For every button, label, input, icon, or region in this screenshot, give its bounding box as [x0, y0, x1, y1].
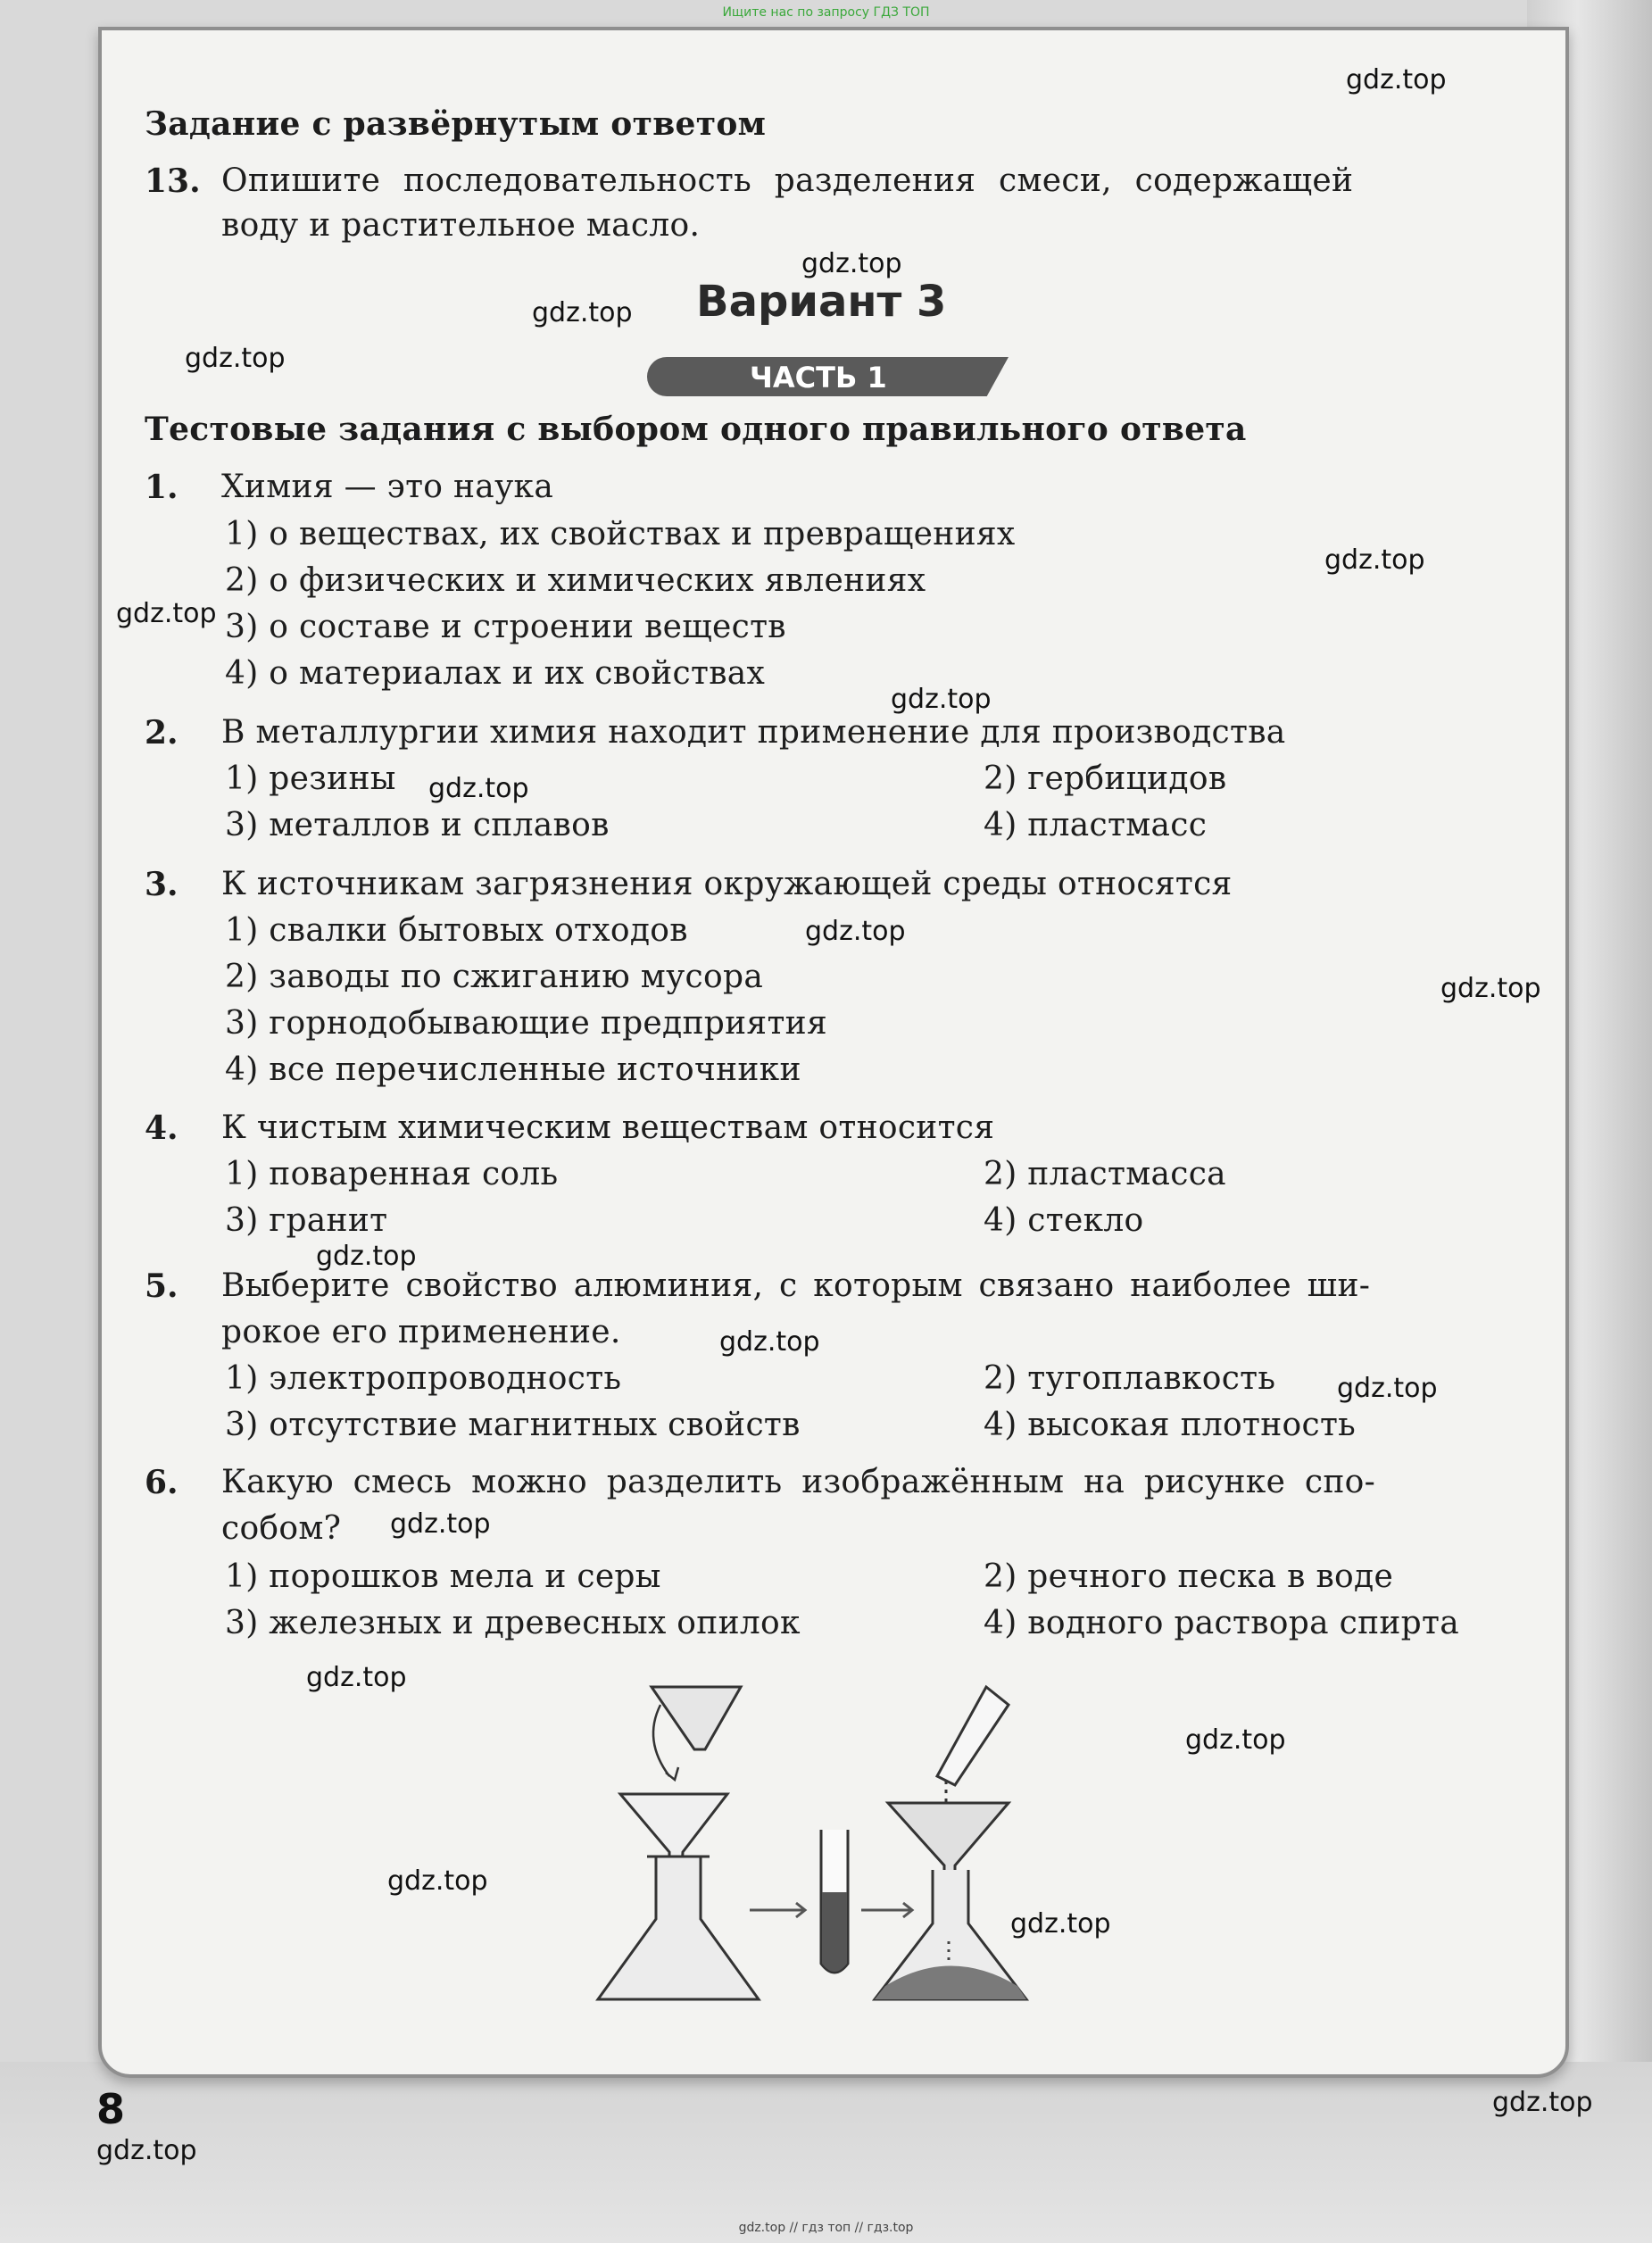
q6-option-1: 1) порошков мела и серы — [225, 1558, 661, 1595]
q1-option-2: 2) о физических и химических явлениях — [225, 562, 926, 599]
q4-option-1: 1) поваренная соль — [225, 1156, 559, 1192]
q4-number: 4. — [145, 1109, 178, 1147]
background-bottom — [0, 2062, 1652, 2243]
watermark: gdz.top — [1337, 1373, 1438, 1404]
q6-text-line1: Какую смесь можно разделить изображённым на рисунке спо- — [221, 1464, 1376, 1500]
watermark: gdz.top — [387, 1865, 488, 1897]
watermark: gdz.top — [801, 248, 902, 279]
q5-number: 5. — [145, 1267, 178, 1305]
q5-option-1: 1) электропроводность — [225, 1360, 622, 1397]
q6-text-line2: собом? — [221, 1510, 342, 1547]
section-test-heading: Тестовые задания с выбором одного правильного ответа — [145, 411, 1247, 448]
watermark: gdz.top — [891, 684, 992, 715]
q2-text: В металлургии химия находит применение для производства — [221, 714, 1286, 751]
q4-option-2: 2) пластмасса — [984, 1156, 1226, 1192]
watermark: gdz.top — [805, 916, 906, 947]
watermark: gdz.top — [1324, 544, 1425, 576]
q2-option-1: 1) резины — [225, 760, 396, 797]
q5-text-line2: рокое его применение. — [221, 1314, 621, 1350]
q1-number: 1. — [145, 469, 178, 506]
top-note: Ищите нас по запросу ГДЗ ТОП — [722, 5, 930, 20]
watermark: gdz.top — [1440, 973, 1541, 1004]
watermark: gdz.top — [390, 1508, 491, 1540]
watermark: gdz.top — [1185, 1724, 1286, 1756]
watermark: gdz.top — [1492, 2087, 1593, 2118]
filtration-illustration — [535, 1669, 1035, 2008]
q1-option-3: 3) о составе и строении веществ — [225, 609, 786, 645]
q4-option-3: 3) гранит — [225, 1202, 388, 1239]
conical-flask-icon — [598, 1857, 759, 1999]
q1-option-4: 4) о материалах и их свойствах — [225, 655, 766, 692]
q5-option-2: 2) тугоплавкость — [984, 1360, 1276, 1397]
watermark: gdz.top — [185, 343, 286, 374]
page-number: 8 — [96, 2085, 126, 2133]
watermark: gdz.top — [428, 773, 529, 804]
q3-number: 3. — [145, 866, 178, 903]
q2-option-2: 2) гербицидов — [984, 760, 1227, 797]
watermark: gdz.top — [96, 2135, 197, 2166]
bottom-note: gdz.top // гдз топ // гдз.top — [738, 2221, 914, 2235]
section-expanded-heading: Задание с развёрнутым ответом — [145, 105, 767, 143]
q4-text: К чистым химическим веществам относится — [221, 1109, 995, 1146]
pouring-tube-icon — [937, 1687, 1009, 1785]
q2-option-4: 4) пластмасс — [984, 807, 1208, 843]
q3-option-4: 4) все перечисленные источники — [225, 1051, 801, 1088]
q13-text-line2: воду и растительное масло. — [221, 207, 701, 244]
watermark: gdz.top — [532, 297, 633, 328]
q1-option-1: 1) о веществах, их свойствах и превращениях — [225, 516, 1016, 552]
q1-text: Химия — это наука — [221, 469, 554, 505]
part-label: ЧАСТЬ 1 — [750, 361, 887, 395]
q6-option-3: 3) железных и древесных опилок — [225, 1605, 801, 1641]
watermark: gdz.top — [306, 1662, 407, 1693]
watermark: gdz.top — [1346, 64, 1447, 96]
watermark: gdz.top — [116, 598, 217, 629]
q4-option-4: 4) стекло — [984, 1202, 1144, 1239]
watermark: gdz.top — [316, 1241, 417, 1272]
q5-option-4: 4) высокая плотность — [984, 1407, 1357, 1443]
q6-option-4: 4) водного раствора спирта — [984, 1605, 1459, 1641]
q5-text-line1: Выберите свойство алюминия, с которым связано наиболее ши- — [221, 1267, 1371, 1304]
q3-option-3: 3) горнодобывающие предприятия — [225, 1005, 827, 1042]
q13-text-line1: Опишите последовательность разделения смеси, содержащей — [221, 162, 1354, 199]
q3-text: К источникам загрязнения окружающей среды относятся — [221, 866, 1233, 902]
variant-title: Вариант 3 — [696, 277, 947, 327]
q5-option-3: 3) отсутствие магнитных свойств — [225, 1407, 801, 1443]
q6-number: 6. — [145, 1464, 178, 1501]
q3-option-1: 1) свалки бытовых отходов — [225, 912, 688, 949]
watermark: gdz.top — [719, 1326, 820, 1358]
q13-number: 13. — [145, 162, 201, 200]
q3-option-2: 2) заводы по сжиганию мусора — [225, 959, 764, 995]
watermark: gdz.top — [1010, 1908, 1111, 1940]
q2-option-3: 3) металлов и сплавов — [225, 807, 610, 843]
filter-paper-cone-icon — [652, 1687, 741, 1749]
q2-number: 2. — [145, 714, 178, 752]
q6-option-2: 2) речного песка в воде — [984, 1558, 1394, 1595]
